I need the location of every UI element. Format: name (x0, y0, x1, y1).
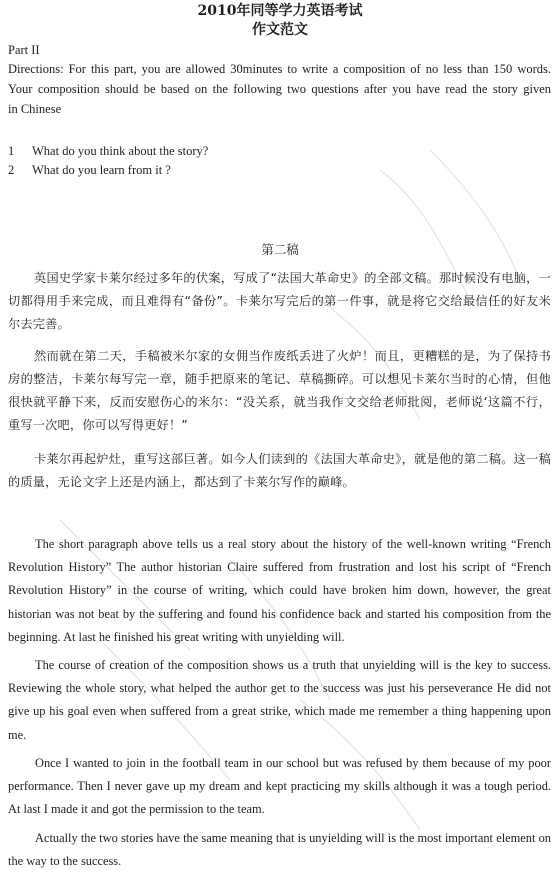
essay-paragraph: Actually the two stories have the same meaning that is unyielding will is the most important element on the way to the success. (8, 831, 551, 869)
page-title: 2010年同等学力英语考试 (197, 3, 363, 19)
question-text: What do you learn from it ? (32, 163, 171, 177)
directions-line-3: in Chinese (8, 102, 62, 116)
essay-paragraph: Once I wanted to join in the football team in our school but was refused by them because of my poor performance. Then I never gave up my dream and kept practicing my skills although it was a tough period. At last I made it and got the permission to the team. (8, 756, 551, 817)
essay-paragraph: The course of creation of the composition shows us a truth that unyielding will is the key to success. Reviewing the whole story, what helped the author get to the success was just his perseverance He did not give up his goal even when suffered from a great strike, which made me remember a thing happening upon me. (8, 658, 551, 742)
story-heading: 第二稿 (261, 242, 299, 257)
story-paragraph: 然而就在第二天，手稿被米尔家的女佣当作废纸丢进了火炉！而且，更糟糕的是，为了保持书房的整洁，卡莱尔每写完一章，随手把原来的笔记、草稿撕碎。可以想见卡莱尔当时的心情，但他很快就平静下来，反而安慰伤心的米尔：“没关系，就当我作文交给老师批阅，老师说‘这篇不行，重写一次吧，你可以写得更好！” (8, 349, 551, 432)
page-subtitle: 作文范文 (252, 22, 308, 38)
question-text: What do you think about the story? (32, 144, 209, 158)
question-number: 1 (8, 144, 15, 158)
essay-paragraph: The short paragraph above tells us a real story about the history of the well-known writing “French Revolution History” The author historian Claire suffered from frustration and lost his script of “French Revolution History” in the course of writing, which could have broken him down, however, the great historian was not beat by the suffering and found his confidence back and started his composition from the beginning. At last he finished his great writing with unyielding will. (8, 537, 551, 644)
directions-line-2: Your composition should be based on the following two questions after you have read the story given (8, 82, 551, 96)
directions-line-1: Directions: For this part, you are allowed 30minutes to write a composition of no less than 150 words. (8, 62, 551, 76)
story-paragraph: 卡莱尔再起炉灶，重写这部巨著。如今人们读到的《法国大革命史》，就是他的第二稿。这一稿的质量，无论文字上还是内涵上，都达到了卡莱尔写作的巅峰。 (8, 452, 551, 489)
story-paragraph: 英国史学家卡莱尔经过多年的伏案，写成了“法国大革命史》的全部文稿。那时候没有电脑，一切都得用手来完成，而且难得有“备份”。卡莱尔写完后的第一件事，就是将它交给最信任的好友米尔去完善。 (8, 271, 551, 331)
part-label: Part II (8, 43, 40, 57)
question-number: 2 (8, 163, 15, 177)
